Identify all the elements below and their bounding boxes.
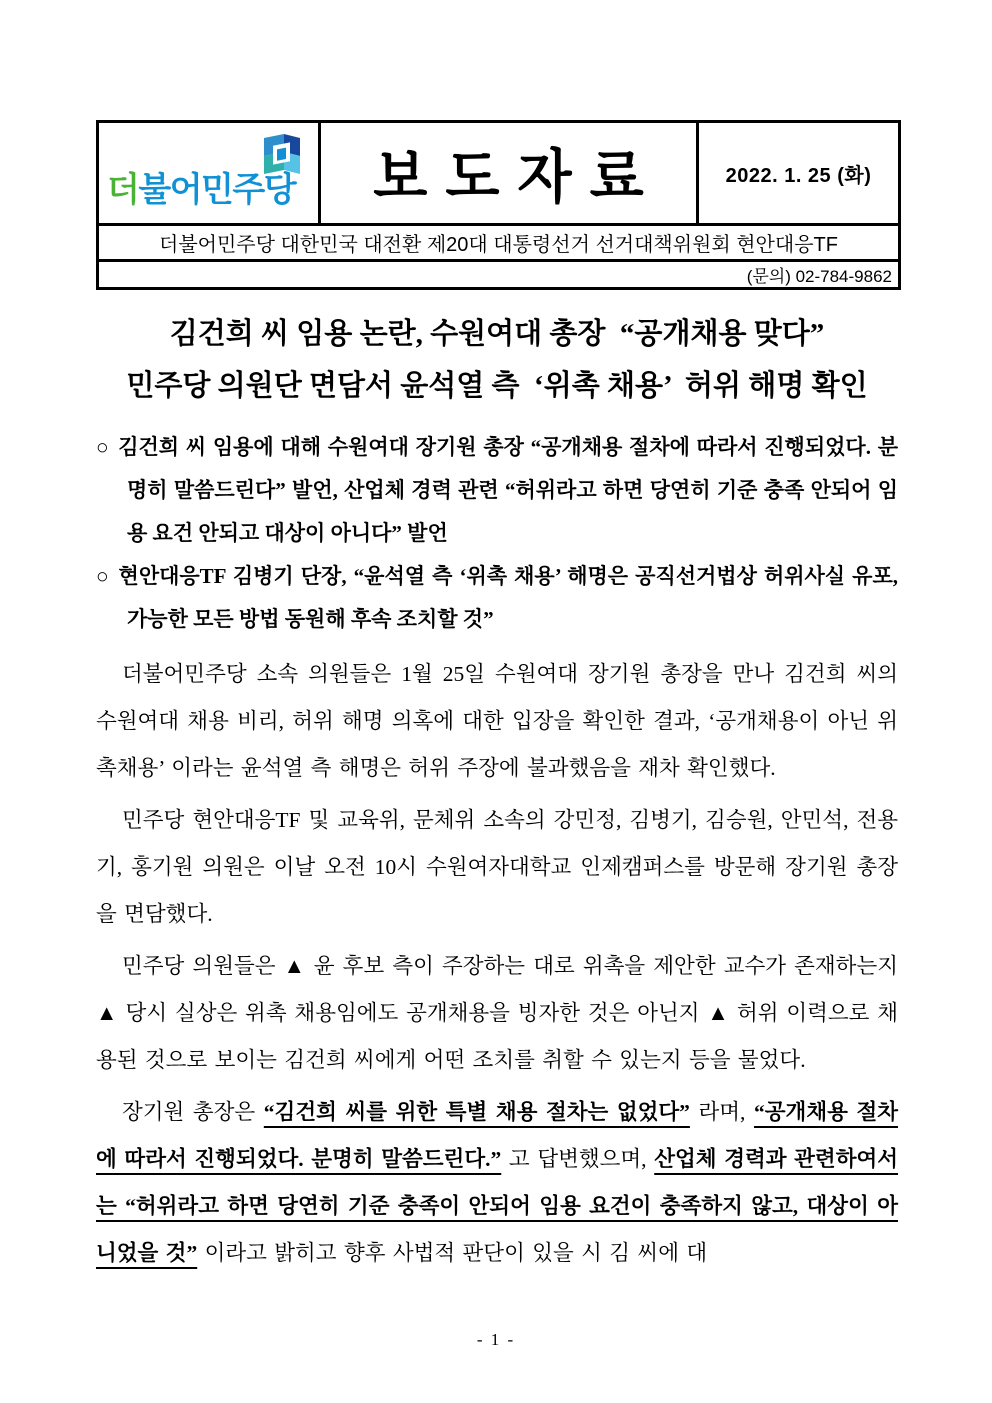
- org-line: 더불어민주당 대한민국 대전환 제20대 대통령선거 선거대책위원회 현안대응TF: [159, 234, 838, 256]
- body-paragraph-1: 더불어민주당 소속 의원들은 1월 25일 수원여대 장기원 총장을 만나 김건희 씨의 수원여대 채용 비리, 허위 해명 의혹에 대한 입장을 확인한 결과, ‘공개채용이 아닌 위촉채용’ 이라는 윤석열 측 해명은 허위 주장에 불과했음을 재차 확인했다.: [96, 662, 898, 780]
- doc-type-title: 보도자료: [373, 143, 662, 210]
- summary-bullet-2: [96, 555, 898, 641]
- logo-text-green: 더: [107, 171, 139, 209]
- date-cell: [698, 122, 900, 225]
- summary-bullet-1: [96, 426, 898, 555]
- summary-bullet-text: 현안대응TF 김병기 단장, “윤석열 측 ‘위촉 채용’ 해명은 공직선거법상 허위사실 유포, 가능한 모든 방법 동원해 후속 조치할 것”: [118, 564, 899, 631]
- release-date: 2022. 1. 25 (화): [725, 164, 872, 187]
- body-paragraph-2: 민주당 현안대응TF 및 교육위, 문체위 소속의 강민정, 김병기, 김승원, 안민석, 전용기, 홍기원 의원은 이날 오전 10시 수원여자대학교 인제캠퍼스를 방문해 장기원 총장을 면담했다.: [96, 808, 898, 926]
- text-segment-normal: 고 답변했으며,: [501, 1147, 655, 1171]
- contact-cell: [98, 261, 900, 289]
- logo-text-blue: 불어민주당: [138, 171, 296, 209]
- summary-bullet-text: 김건희 씨 임용에 대해 수원여대 장기원 총장 “공개채용 절차에 따라서 진행되었다. 분명히 말씀드린다” 발언, 산업체 경력 관련 “허위라고 하면 당연히 기준 충족 안되어 임용 요건 안되고 대상이 아니다” 발언: [118, 435, 898, 545]
- org-line-cell: [98, 225, 900, 261]
- party-logo-text: [107, 162, 295, 211]
- headline: [96, 308, 898, 412]
- headline-line-1: 김건희 씨 임용 논란, 수원여대 총장 “공개채용 맞다”: [169, 318, 825, 350]
- doc-type-cell: [320, 122, 698, 225]
- circle-bullet-marker: ○: [96, 564, 111, 588]
- header-table: [96, 120, 901, 290]
- body-text: [96, 651, 898, 1277]
- party-logo: [99, 123, 318, 223]
- headline-line-2: 민주당 의원단 면담서 윤석열 측 ‘위촉 채용’ 허위 해명 확인: [126, 370, 868, 402]
- text-segment-bold-underline: “김건희 씨를 위한 특별 채용 절차는 없었다”: [263, 1100, 690, 1124]
- page-content: [96, 120, 898, 1282]
- contact-info: (문의) 02-784-9862: [746, 267, 892, 286]
- text-segment-bold-underline: “공개채용 절차에 따라서 진행되었다. 분명히 말씀드린다.”: [96, 1100, 898, 1171]
- circle-bullet-marker: ○: [96, 435, 111, 459]
- text-segment-normal: 이라고 밝히고 향후 사법적 판단이 있을 시 김 씨에 대: [197, 1241, 708, 1265]
- text-segment-bold-underline: 산업체 경력과 관련하여서는 “허위라고 하면 당연히 기준 충족이 안되어 임용 요건이 충족하지 않고, 대상이 아니었을 것”: [96, 1147, 899, 1265]
- page-number: - 1 -: [476, 1330, 516, 1349]
- party-logo-cell: [98, 122, 320, 225]
- body-paragraph-3: 민주당 의원들은 ▲ 윤 후보 측이 주장하는 대로 위촉을 제안한 교수가 존재하는지 ▲ 당시 실상은 위촉 채용임에도 공개채용을 빙자한 것은 아닌지 ▲ 허위 이력으로 채용된 것으로 보이는 김건희 씨에게 어떤 조치를 취할 수 있는지 등을 물었다.: [96, 954, 898, 1072]
- text-segment-normal: 장기원 총장은: [122, 1100, 264, 1124]
- summary-bullets: [96, 426, 898, 641]
- text-segment-normal: 라며,: [689, 1100, 755, 1124]
- body-paragraph-quote: [96, 1089, 898, 1277]
